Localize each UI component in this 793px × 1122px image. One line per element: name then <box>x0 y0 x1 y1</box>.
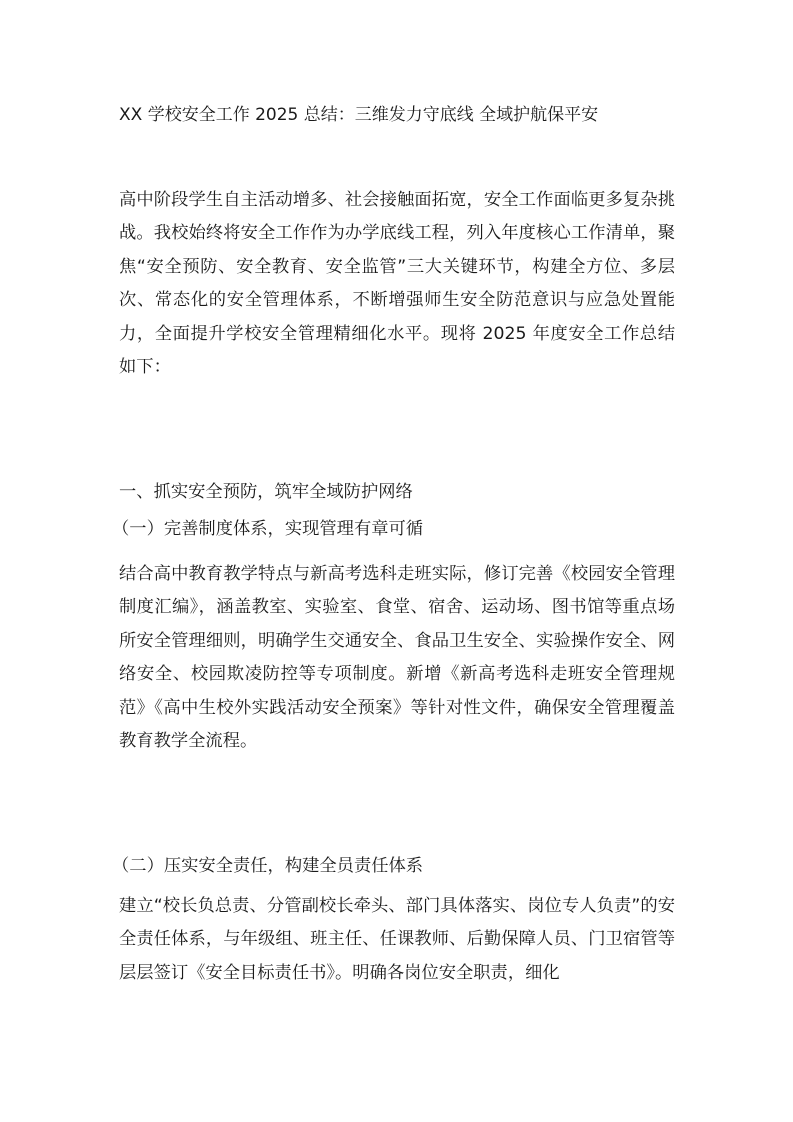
section-1-heading: 一、抓实安全预防，筑牢全域防护网络 <box>119 482 413 502</box>
section-1-1-body: 结合高中教育教学特点与新高考选科走班实际，修订完善《校园安全管理制度汇编》，涵盖教室、实验室、食堂、宿舍、运动场、图书馆等重点场所安全管理细则，明确学生交通安全、食品卫生安全、实验操作安全、网络安全、校园欺凌防控等专项制度。新增《新高考选科走班安全管理规范》《高中生校外实践活动安全预案》等针对性文件，确保安全管理覆盖教育教学全流程。 <box>119 564 675 752</box>
section-1-2-body: 建立“校长负总责、分管副校长牵头、部门具体落实、岗位专人负责”的安全责任体系，与年级组、班主任、任课教师、后勤保障人员、门卫宿管等层层签订《安全目标责任书》。明确各岗位安全职责，细化 <box>119 896 675 983</box>
section-1-2-heading: （二）压实安全责任，构建全员责任体系 <box>112 856 424 876</box>
section-1-1-heading: （一）完善制度体系，实现管理有章可循 <box>112 519 424 539</box>
document-title: XX 学校安全工作 2025 总结：三维发力守底线 全域护航保平安 <box>119 105 599 125</box>
intro-paragraph: 高中阶段学生自主活动增多、社会接触面拓宽，安全工作面临更多复杂挑战。我校始终将安全工作作为办学底线工程，列入年度核心工作清单，聚焦“安全预防、安全教育、安全监管”三大关键环节，构建全方位、多层次、常态化的安全管理体系，不断增强师生安全防范意识与应急处置能力，全面提升学校安全管理精细化水平。现将 2025 年度安全工作总结如下： <box>119 190 675 378</box>
